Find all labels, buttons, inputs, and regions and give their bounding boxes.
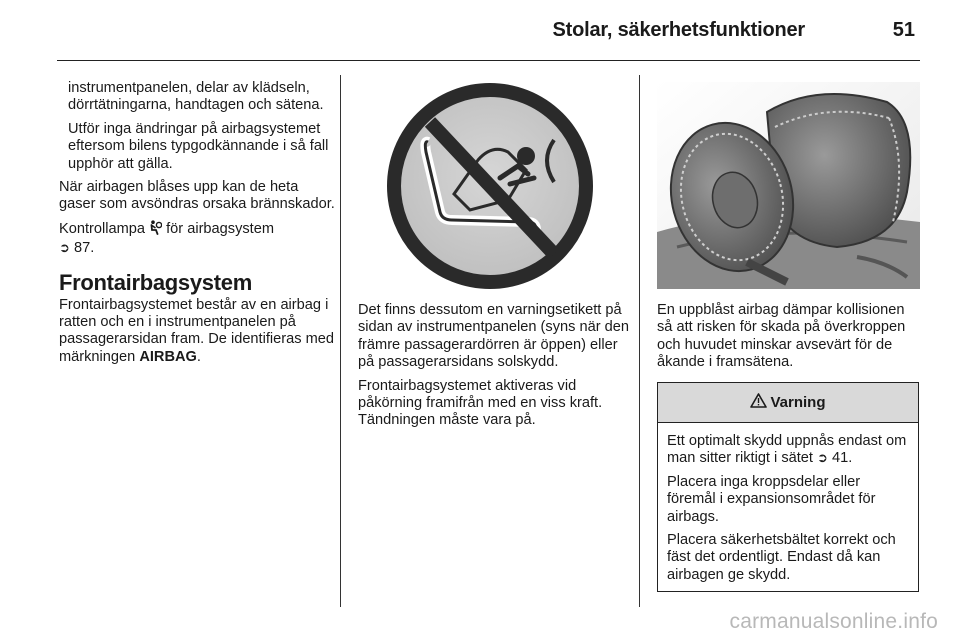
warning-header [658,383,918,423]
paragraph-text: Ett optimalt skydd uppnås endast om man sitter riktigt i sätet [667,433,907,467]
reference-arrow-icon: ➲ [817,451,828,467]
column-3 [657,302,922,378]
paragraph: Utför inga ändringar på airbagsystemet eftersom bilens typgodkännande i så fall upphör att gälla. [68,120,329,172]
warning-body [658,423,918,584]
paragraph: Frontairbagsystemet aktiveras vid påkörning framifrån med en viss kraft. Tändningen måste vara på. [358,377,603,429]
indicator-label-suffix: för airbagsystem [166,220,274,237]
paragraph [667,433,909,468]
punctuation: . [196,348,201,365]
page-reference: 41. [832,450,853,467]
warning-box [657,382,919,592]
page-reference: 87. [73,240,95,257]
warning-triangle-icon [750,393,767,412]
page-header-title: Stolar, säkerhetsfunktioner [552,19,805,41]
paragraph: instrumentpanelen, delar av klädseln, dörrtätningarna, handtagen och sätena. [68,80,324,114]
paragraph: När airbagen blåses upp kan de heta gaser som avsöndras orsaka brännskador. [59,179,335,213]
reference-arrow-icon: ➲ [59,241,70,257]
paragraph-indicator [59,220,335,258]
section-heading: Frontairbagsystem [59,269,252,295]
paragraph [59,297,335,367]
column-divider [639,75,640,607]
page-number: 51 [892,19,915,41]
warning-title: Varning [770,394,826,411]
paragraph-text: Frontairbagsystemet består av en airbag i ratten och en i instrumentpanelen på passagerarsidan fram. De identifieras med märkningen [59,296,334,365]
column-1 [59,80,335,372]
watermark: carmanualsonline.info [729,610,938,633]
airbag-label: AIRBAG [139,348,197,365]
inflated-front-airbags-illustration [657,82,920,289]
paragraph: Det finns dessutom en varningsetikett på sidan av instrumentpanelen (syns när den främre passagerardörren är öppen) eller på passagerarsidans solskydd. [358,302,629,371]
column-divider [340,75,341,607]
paragraph: Placera säkerhetsbältet korrekt och fäst det ordentligt. Endast då kan airbagen ge skydd. [667,532,896,583]
paragraph: En uppblåst airbag dämpar kollisionen så att risken för skada på överkroppen och huvudet minskar avsevärt för de åkande i framsätena. [657,302,906,371]
indicator-label: Kontrollampa [59,220,145,237]
no-rear-facing-child-seat-icon [358,82,622,289]
airbag-indicator-icon [149,220,162,240]
column-2 [358,302,632,436]
header-rule [57,60,920,61]
paragraph: Placera inga kroppsdelar eller föremål i expansionsområdet för airbags. [667,473,876,525]
